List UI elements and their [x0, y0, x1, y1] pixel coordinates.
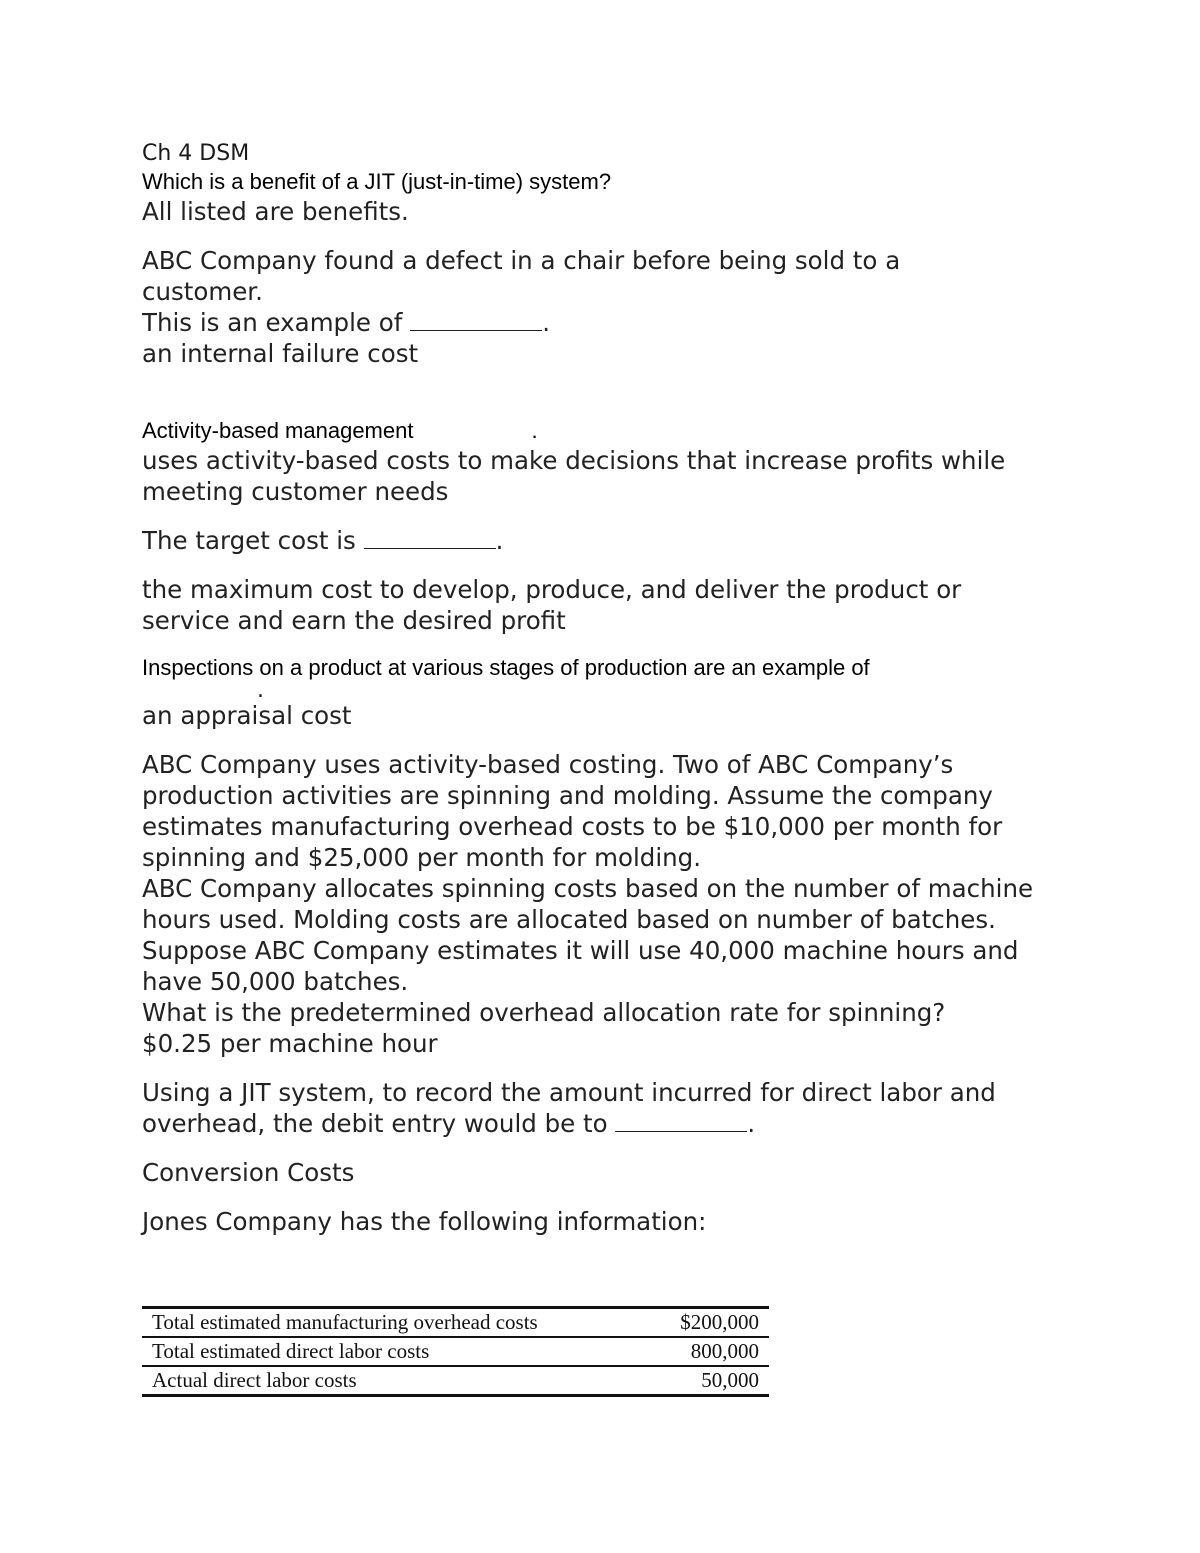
- row-value: 800,000: [629, 1337, 769, 1366]
- answer-target-cost: the maximum cost to develop, produce, and deliver the product or service and earn the desired profit: [142, 575, 962, 635]
- row-value: $200,000: [629, 1308, 769, 1338]
- answer-jit-debit: Conversion Costs: [142, 1158, 355, 1187]
- answer-blank: [410, 310, 542, 331]
- abc-allocation-paragraph: ABC Company allocates spinning costs based on the number of machine hours used. Molding costs are allocated based on number of batches. Suppose ABC Company estimates it will use 40,000 machine hours and have 50,000 batches.: [142, 874, 1034, 996]
- question-defect-chair: ABC Company found a defect in a chair before being sold to a customer.: [142, 246, 901, 306]
- row-label: Total estimated direct labor costs: [142, 1337, 629, 1366]
- row-value: 50,000: [629, 1366, 769, 1396]
- abc-scenario-paragraph: ABC Company uses activity-based costing. Two of ABC Company’s production activities are spinning and molding. Assume the company estimates manufacturing overhead costs to be $10,000 per month for spinning and $25,000 per month for molding.: [142, 750, 1003, 872]
- answer-jit-benefit: All listed are benefits.: [142, 197, 409, 226]
- document-body: [142, 140, 1042, 1237]
- answer-defect: an internal failure cost: [142, 339, 419, 368]
- row-label: Total estimated manufacturing overhead costs: [142, 1308, 629, 1338]
- answer-inspections: an appraisal cost: [142, 701, 352, 730]
- question-inspections-period: .: [257, 678, 264, 703]
- question-target-cost: The target cost is .: [142, 526, 504, 555]
- question-defect-example: This is an example of .: [142, 308, 550, 337]
- question-spinning-rate: What is the predetermined overhead allocation rate for spinning?: [142, 998, 946, 1027]
- table-row: [142, 1337, 769, 1366]
- question-jit-benefit: Which is a benefit of a JIT (just-in-time) system?: [142, 169, 612, 194]
- row-label: Actual direct labor costs: [142, 1366, 629, 1396]
- answer-spinning-rate: $0.25 per machine hour: [142, 1029, 438, 1058]
- question-inspections: Inspections on a product at various stages of production are an example of: [142, 655, 870, 680]
- question-abm: Activity-based management .: [142, 418, 538, 443]
- answer-abm: uses activity-based costs to make decisions that increase profits while meeting customer needs: [142, 446, 1006, 506]
- jones-info-table: [142, 1306, 769, 1397]
- answer-blank: [615, 1111, 747, 1132]
- document-title: Ch 4 DSM: [142, 141, 250, 166]
- table-row: [142, 1308, 769, 1338]
- answer-blank: [364, 528, 496, 549]
- jones-intro: Jones Company has the following information:: [142, 1207, 707, 1236]
- table-row: [142, 1366, 769, 1396]
- question-jit-debit: Using a JIT system, to record the amount incurred for direct labor and overhead, the debit entry would be to .: [142, 1078, 996, 1138]
